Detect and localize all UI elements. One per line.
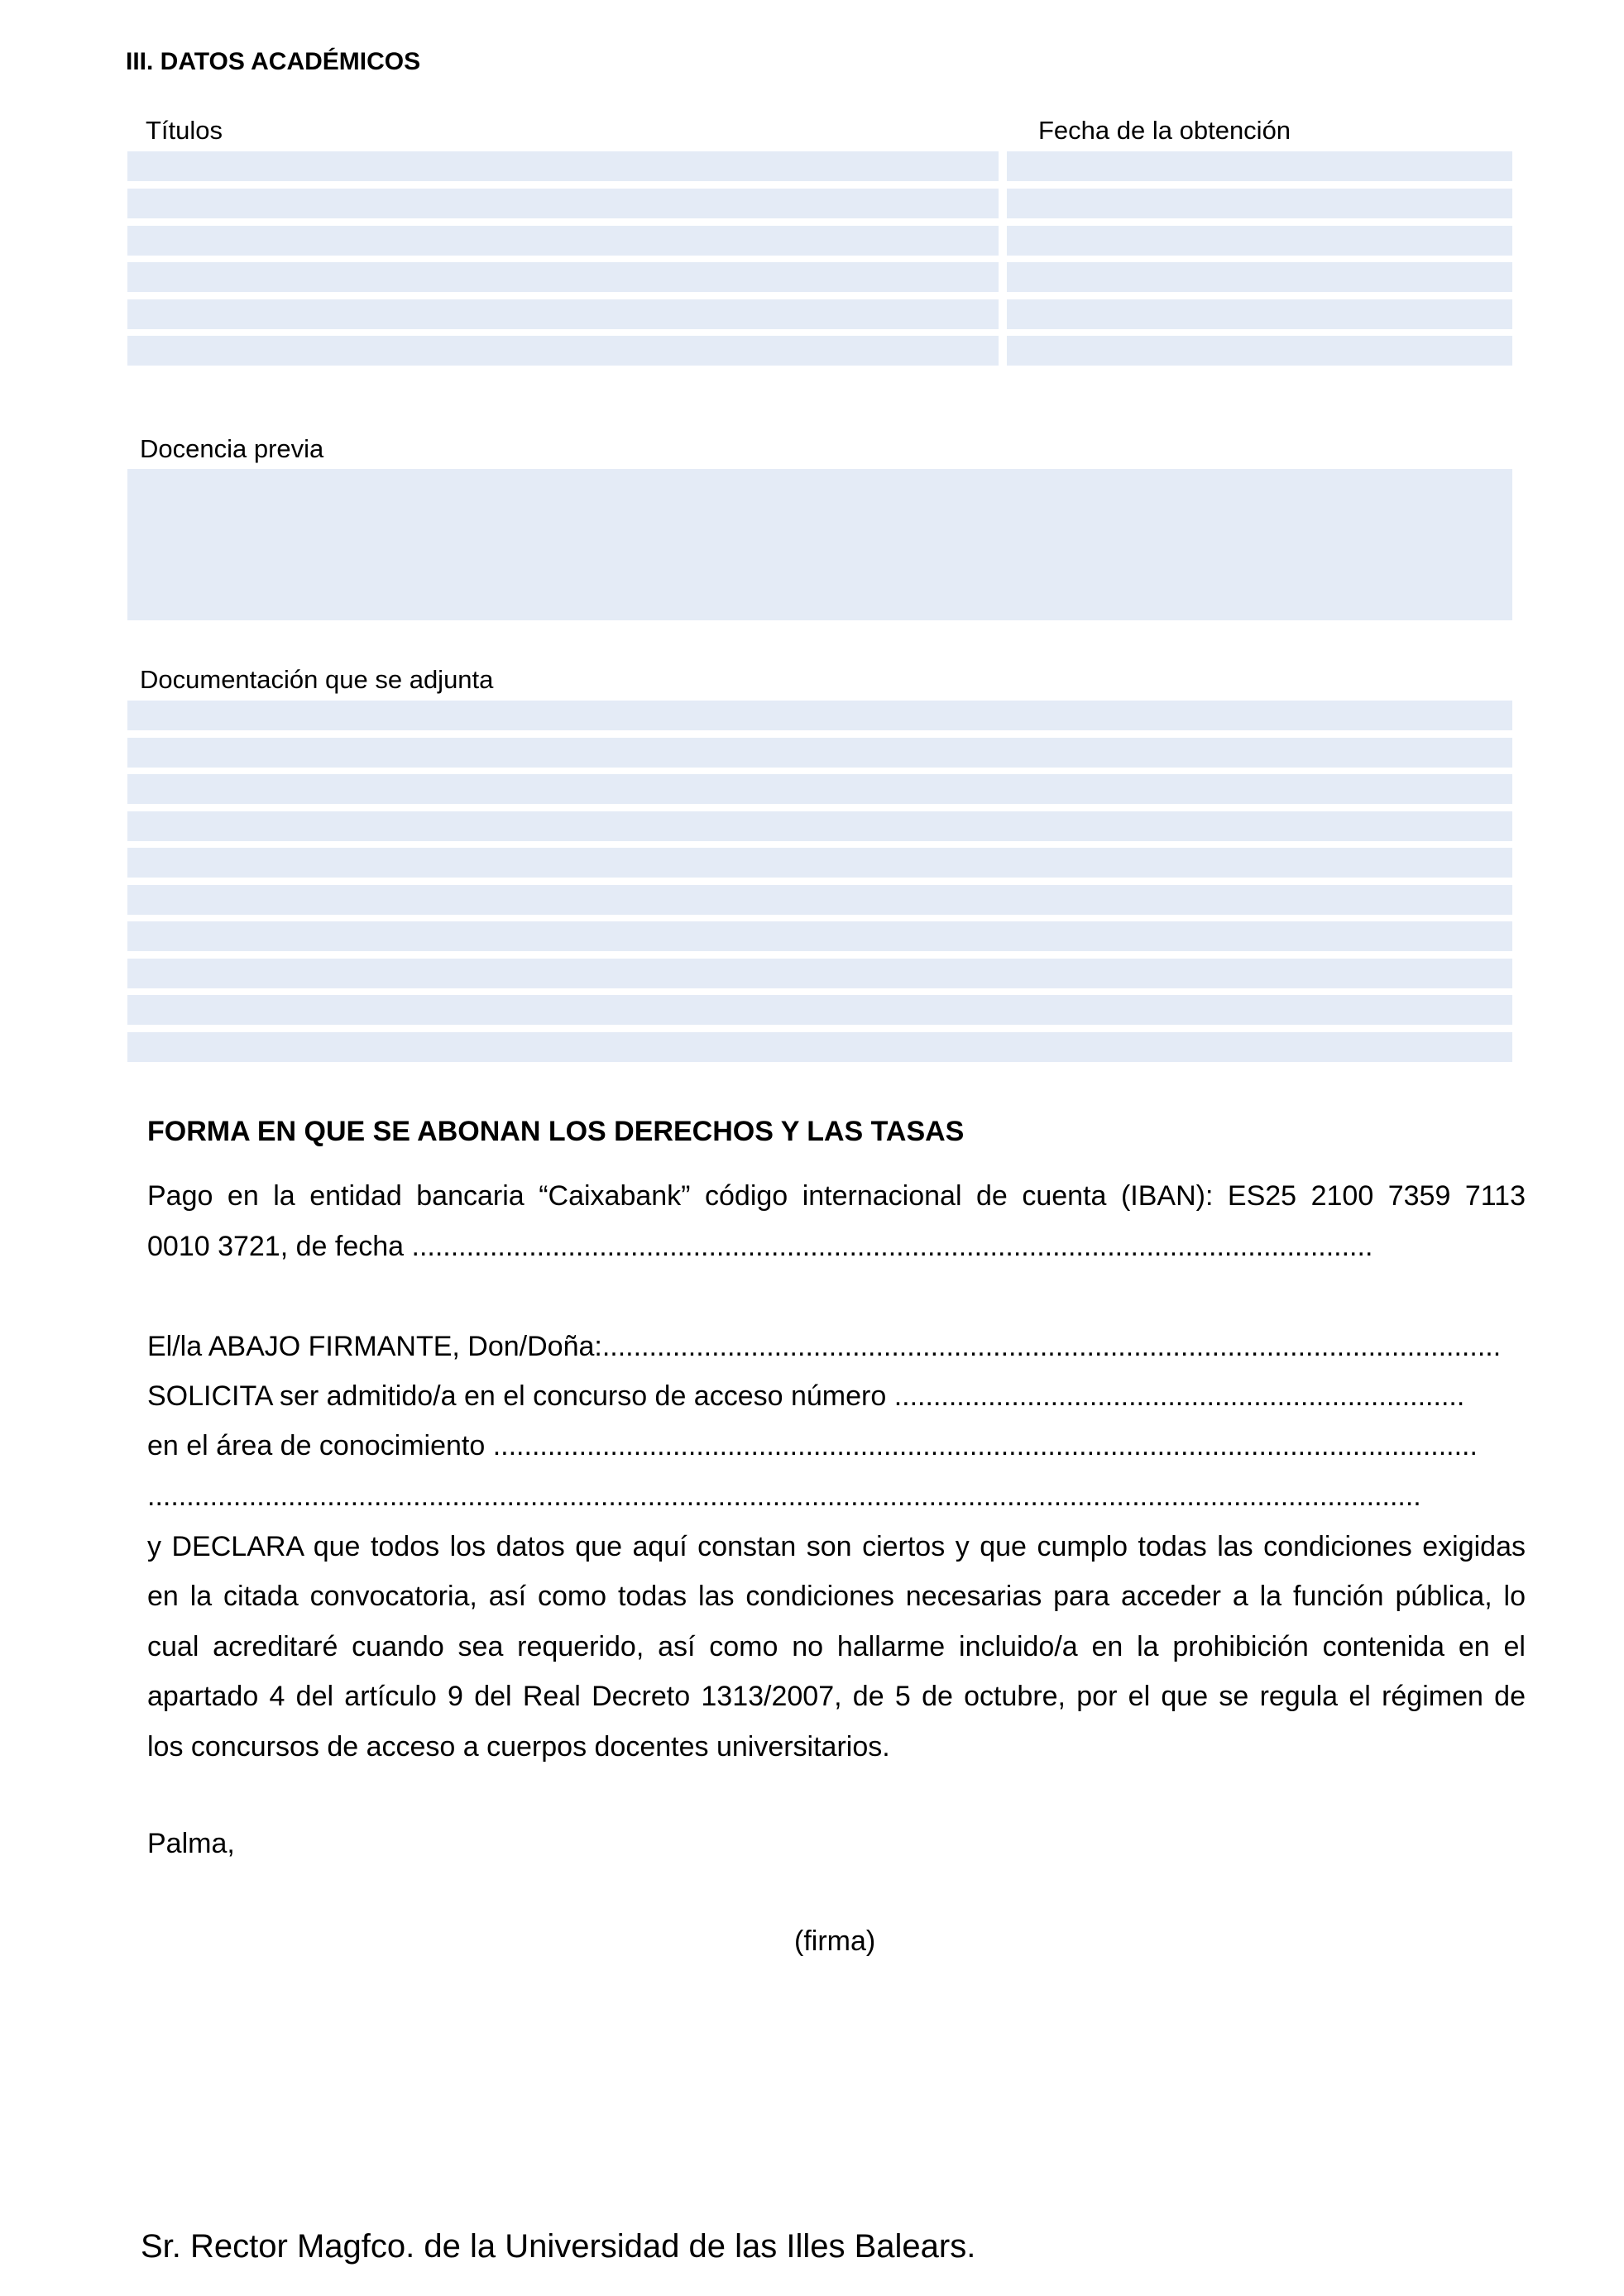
fecha-field-2[interactable]	[1007, 189, 1512, 218]
fecha-field-1[interactable]	[1007, 151, 1512, 181]
fecha-label: Fecha de la obtención	[1038, 116, 1291, 145]
documentacion-label: Documentación que se adjunta	[140, 665, 494, 694]
section-title: III. DATOS ACADÉMICOS	[126, 48, 421, 75]
documentacion-field-10[interactable]	[127, 1032, 1512, 1062]
declaration-line-3: cual acreditaré cuando sea requerido, así como no hallarme incluido/a en la prohibición contenida en el	[147, 1631, 1526, 1662]
documentacion-field-8[interactable]	[127, 959, 1512, 988]
fecha-field-5[interactable]	[1007, 299, 1512, 329]
declaration-line-5: los concursos de acceso a cuerpos docentes universitarios.	[147, 1731, 890, 1763]
dots-line: ...................................................................................................................................................................	[147, 1480, 1421, 1512]
documentacion-field-5[interactable]	[127, 848, 1512, 878]
declaration-line-4: apartado 4 del artículo 9 del Real Decreto 1313/2007, de 5 de octubre, por el que se regula el régimen de	[147, 1681, 1526, 1712]
area-line: en el área de conocimiento ..............................................................................................................................	[147, 1430, 1478, 1461]
documentacion-field-7[interactable]	[127, 921, 1512, 951]
titulo-field-2[interactable]	[127, 189, 999, 218]
documentacion-field-9[interactable]	[127, 995, 1512, 1025]
documentacion-field-3[interactable]	[127, 774, 1512, 804]
firmante-line: El/la ABAJO FIRMANTE, Don/Doña:...................................................................................................................	[147, 1331, 1502, 1362]
titulo-field-1[interactable]	[127, 151, 999, 181]
addressee: Sr. Rector Magfco. de la Universidad de las Illes Balears.	[141, 2228, 976, 2265]
docencia-label: Docencia previa	[140, 434, 324, 463]
documentacion-field-6[interactable]	[127, 885, 1512, 915]
payment-heading: FORMA EN QUE SE ABONAN LOS DERECHOS Y LAS TASAS	[147, 1116, 965, 1147]
payment-line-1: Pago en la entidad bancaria “Caixabank” código internacional de cuenta (IBAN): ES25 2100 7359 7113	[147, 1180, 1526, 1212]
titulo-field-3[interactable]	[127, 226, 999, 256]
declaration-line-2: en la citada convocatoria, así como todas las condiciones necesarias para acceder a la función pública, lo	[147, 1581, 1526, 1612]
signature-label: (firma)	[794, 1925, 876, 1957]
titulos-label: Títulos	[146, 116, 223, 145]
fecha-field-4[interactable]	[1007, 262, 1512, 292]
titulo-field-6[interactable]	[127, 336, 999, 366]
place-label: Palma,	[147, 1828, 235, 1859]
documentacion-field-1[interactable]	[127, 701, 1512, 730]
titulo-field-5[interactable]	[127, 299, 999, 329]
fecha-field-6[interactable]	[1007, 336, 1512, 366]
docencia-previa-field[interactable]	[127, 469, 1512, 620]
payment-line-2: 0010 3721, de fecha ...........................................................................................................................	[147, 1231, 1373, 1262]
documentacion-field-2[interactable]	[127, 738, 1512, 768]
fecha-field-3[interactable]	[1007, 226, 1512, 256]
solicita-line: SOLICITA ser admitido/a en el concurso de acceso número .........................................................................	[147, 1380, 1465, 1412]
documentacion-field-4[interactable]	[127, 811, 1512, 841]
declaration-line-1: y DECLARA que todos los datos que aquí constan son ciertos y que cumplo todas las condiciones exigidas	[147, 1531, 1526, 1562]
titulo-field-4[interactable]	[127, 262, 999, 292]
